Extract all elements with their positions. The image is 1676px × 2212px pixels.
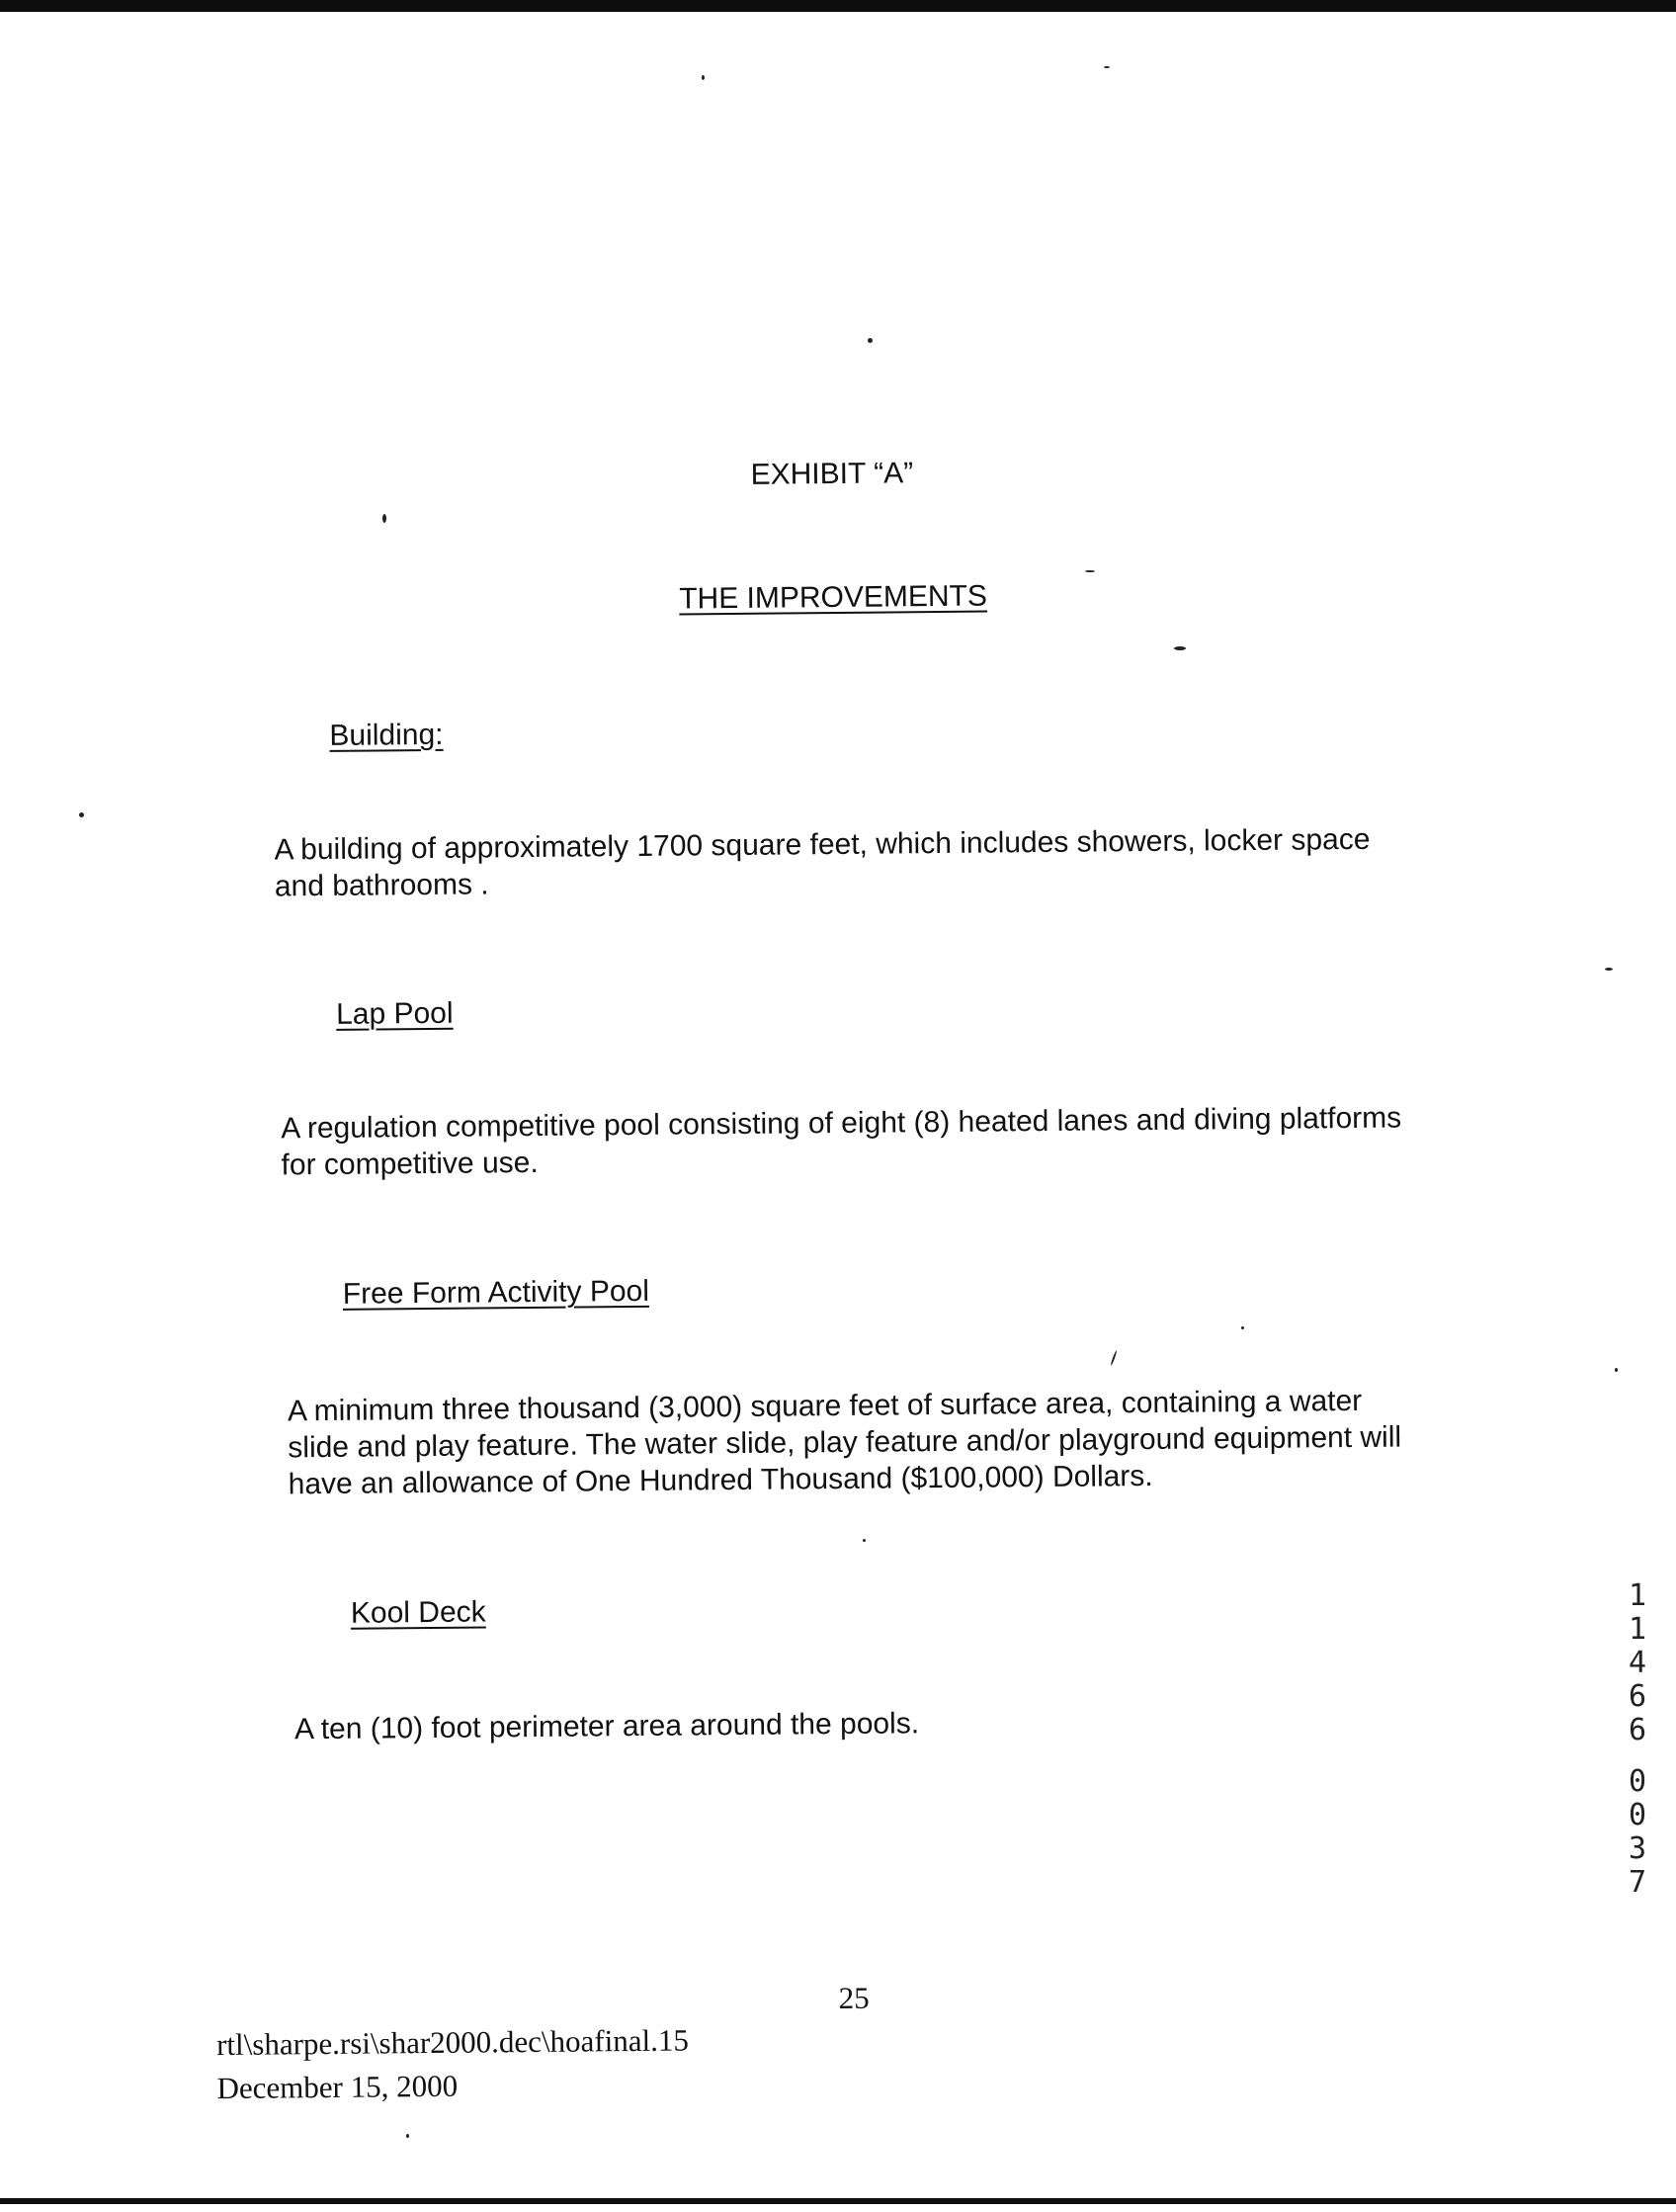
section-body-activity-pool (288, 1383, 1402, 1503)
scan-speck (1174, 646, 1186, 650)
bates-stamp (1621, 1579, 1654, 1900)
scan-speck (1615, 1368, 1618, 1372)
body-line: A minimum three thousand (3,000) square feet of surface area, containing a water (287, 1384, 1363, 1428)
section-heading-lap-pool: Lap Pool (335, 996, 454, 1031)
scan-speck (863, 1539, 866, 1542)
body-line: A ten (10) foot perimeter area around the pools. (293, 1707, 920, 1746)
bates-digit: 7 (1628, 1865, 1647, 1900)
section-heading-activity-pool: Free Form Activity Pool (342, 1274, 650, 1311)
section-heading-building: Building: (329, 718, 444, 752)
body-line: and bathrooms . (274, 868, 489, 903)
exhibit-label: EXHIBIT “A” (750, 457, 914, 491)
body-line: have an allowance of One Hundred Thousand ($100,000) Dollars. (288, 1459, 1153, 1501)
page-title: THE IMPROVEMENTS (679, 579, 988, 616)
bates-digit: 0 (1628, 1764, 1647, 1799)
scan-speck (702, 75, 705, 80)
document-date: December 15, 2000 (216, 2068, 459, 2106)
scan-speck (1104, 66, 1110, 68)
bates-digit: 0 (1628, 1798, 1647, 1832)
section-body-lap-pool (281, 1100, 1402, 1184)
scan-speck (1085, 570, 1095, 572)
scan-speck (868, 338, 873, 343)
bates-digit: 3 (1628, 1831, 1647, 1866)
bates-digit: 4 (1628, 1646, 1647, 1680)
body-line: A building of approximately 1700 square feet, which includes showers, locker space (274, 822, 1371, 867)
file-path: rtl\sharpe.rsi\shar2000.dec\hoafinal.15 (215, 2022, 690, 2063)
scan-speck (1605, 968, 1613, 971)
section-body-building (274, 821, 1371, 905)
bates-digit: 1 (1628, 1612, 1647, 1647)
bates-digit: 6 (1628, 1679, 1647, 1714)
body-line: slide and play feature. The water slide, play feature and/or playground equipment will (288, 1420, 1402, 1465)
bates-digit: 6 (1628, 1713, 1647, 1747)
body-line: A regulation competitive pool consisting of eight (8) heated lanes and diving platforms (281, 1101, 1402, 1146)
body-line: for competitive use. (281, 1146, 539, 1182)
section-heading-kool-deck: Kool Deck (350, 1595, 486, 1630)
scan-speck (1241, 1326, 1244, 1329)
scan-speck (406, 2134, 409, 2138)
bates-digit: 1 (1628, 1578, 1647, 1613)
scan-speck (79, 812, 84, 817)
section-body-kool-deck (294, 1705, 919, 1747)
page-number: 25 (838, 1980, 870, 2016)
scan-speck (382, 514, 386, 523)
